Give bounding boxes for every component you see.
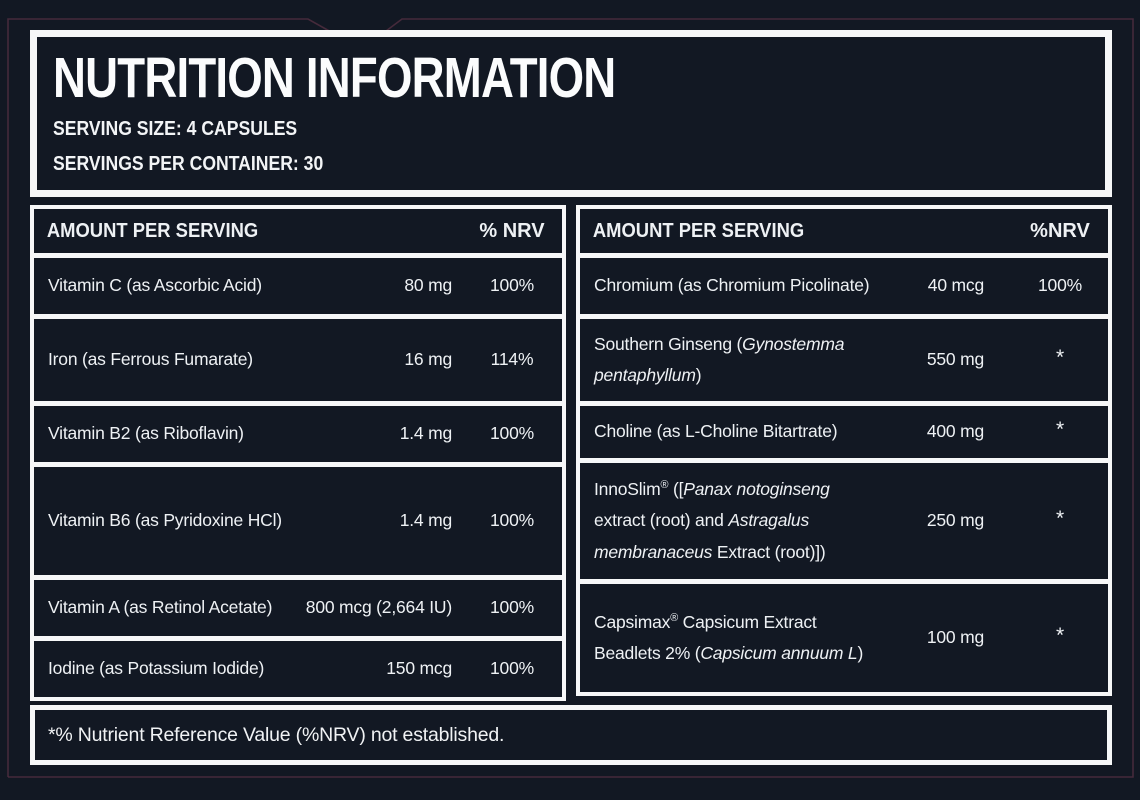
nutrient-amount: 800 mcg (2,664 IU)	[305, 597, 452, 618]
column-header-amount-per-serving: AMOUNT PER SERVING	[46, 220, 259, 242]
nutrient-nrv: *	[1056, 624, 1064, 648]
nutrient-nrv: *	[1056, 418, 1064, 442]
nutrient-amount: 1.4 mg	[399, 423, 452, 444]
nutrient-name: Southern Ginseng (Gynostemma pentaphyllum)	[594, 333, 845, 385]
nutrient-name: Capsimax® Capsicum Extract Beadlets 2% (Capsicum annuum L)	[594, 611, 864, 663]
column-header-nrv: % NRV	[479, 220, 545, 242]
nutrient-name: InnoSlim® ([Panax notoginseng extract (root) and Astragalus membranaceus Extract (root)])	[594, 478, 830, 562]
left-header-row	[34, 209, 562, 253]
table-row	[34, 580, 562, 636]
title-panel	[30, 30, 1112, 197]
nutrient-amount: 40 mcg	[927, 275, 984, 296]
nutrients-table-right	[576, 205, 1112, 696]
table-row	[580, 406, 1108, 458]
table-row	[34, 467, 562, 575]
nutrient-name: Choline (as L-Choline Bitartrate)	[594, 421, 838, 442]
nutrient-nrv: 100%	[490, 275, 534, 296]
page-title: NUTRITION INFORMATION	[53, 46, 616, 110]
right-header-row	[580, 209, 1108, 253]
nutrient-amount: 80 mg	[404, 275, 452, 296]
table-row	[34, 406, 562, 462]
column-header-amount-per-serving: AMOUNT PER SERVING	[592, 220, 805, 242]
nutrient-nrv: 100%	[490, 597, 534, 618]
nutrients-table-left	[30, 205, 566, 701]
table-row	[34, 258, 562, 314]
table-row	[580, 584, 1108, 692]
nutrient-nrv: 100%	[490, 658, 534, 679]
table-row	[580, 463, 1108, 579]
nutrient-nrv: *	[1056, 346, 1064, 370]
nutrient-amount: 550 mg	[926, 349, 984, 370]
serving-size-text: SERVING SIZE: 4 CAPSULES	[53, 118, 298, 141]
nutrient-name: Vitamin A (as Retinol Acetate)	[48, 597, 273, 618]
nutrient-amount: 16 mg	[404, 349, 452, 370]
nutrient-nrv: 100%	[1038, 275, 1082, 296]
nutrient-nrv: 114%	[490, 349, 534, 370]
nutrient-name: Chromium (as Chromium Picolinate)	[594, 275, 870, 296]
nutrient-amount: 100 mg	[926, 627, 984, 648]
nutrient-amount: 150 mcg	[386, 658, 452, 679]
nutrient-name: Vitamin B2 (as Riboflavin)	[48, 423, 244, 444]
column-header-nrv: %NRV	[1030, 220, 1090, 242]
nutrient-name: Iodine (as Potassium Iodide)	[48, 658, 265, 679]
nutrient-name: Iron (as Ferrous Fumarate)	[48, 349, 253, 370]
nutrient-amount: 1.4 mg	[399, 510, 452, 531]
nutrient-amount: 400 mg	[926, 421, 984, 442]
table-row	[580, 258, 1108, 314]
nutrient-nrv: 100%	[490, 510, 534, 531]
table-row	[34, 319, 562, 401]
nutrient-amount: 250 mg	[926, 510, 984, 531]
servings-per-container-text: SERVINGS PER CONTAINER: 30	[53, 153, 324, 176]
nutrient-nrv: 100%	[490, 423, 534, 444]
nutrient-nrv: *	[1056, 507, 1064, 531]
table-row	[580, 319, 1108, 401]
table-row	[34, 641, 562, 697]
nutrient-name: Vitamin C (as Ascorbic Acid)	[48, 275, 262, 296]
footnote-bar	[30, 705, 1112, 765]
nutrient-name: Vitamin B6 (as Pyridoxine HCl)	[48, 510, 282, 531]
footnote-text: *% Nutrient Reference Value (%NRV) not established.	[48, 723, 505, 746]
